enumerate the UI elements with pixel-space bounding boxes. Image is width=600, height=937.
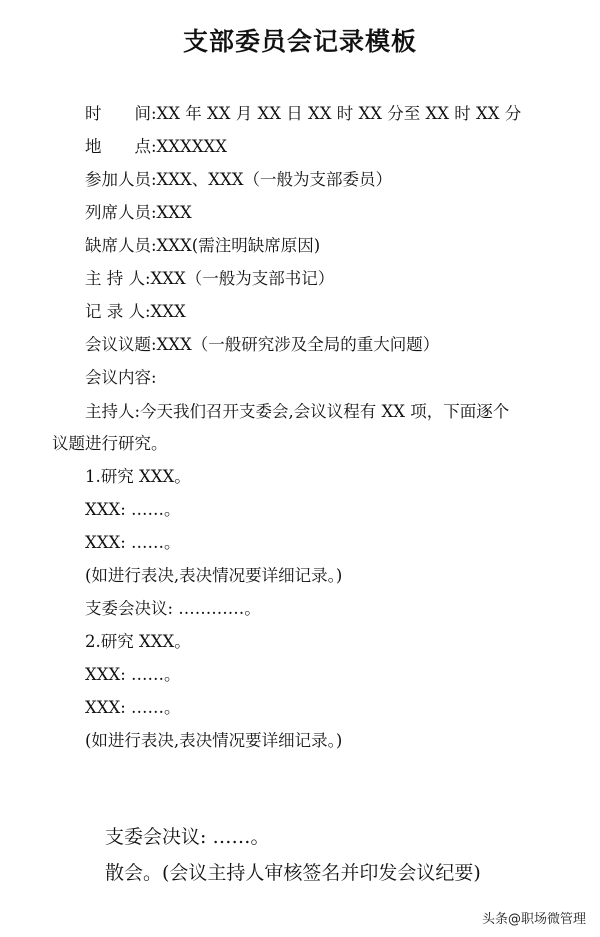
field-place: 地 点:XXXXXX [85,137,228,156]
document-title: 支部委员会记录模板 [182,27,417,56]
field-absentees: 缺席人员:XXX(需注明缺席原因) [85,236,321,255]
field-recorder: 记 录 人:XXX [85,302,186,321]
field-observers: 列席人员:XXX [85,203,192,222]
item2-title: 2.研究 XXX。 [85,632,191,651]
field-attendees: 参加人员:XXX、XXX（一般为支部委员） [85,170,393,189]
item2-speaker-1: XXX: ……。 [85,665,181,684]
watermark [482,908,586,927]
item2-note: (如进行表决,表决情况要详细记录。) [85,731,343,750]
item1-note: (如进行表决,表决情况要详细记录。) [85,566,343,585]
field-content-label: 会议内容: [85,368,157,387]
item1-speaker-1: XXX: ……。 [85,500,181,519]
field-host: 主 持 人:XXX（一般为支部书记） [85,269,335,288]
intro-line-2: 议题进行研究。 [52,434,168,453]
watermark-text: 头条@职场微管理 [481,912,586,927]
item1-speaker-2: XXX: ……。 [85,533,181,552]
field-topics: 会议议题:XXX（一般研究涉及全局的重大问题） [85,335,440,354]
item1-title: 1.研究 XXX。 [85,467,191,486]
closing-resolution: 支委会决议: ……。 [105,826,270,848]
item1-resolution: 支委会决议: …………。 [85,599,261,618]
field-time: 时 间:XX 年 XX 月 XX 日 XX 时 XX 分至 XX 时 XX 分 [85,104,522,123]
closing-adjourn: 散会。(会议主持人审核签名并印发会议纪要) [105,862,481,884]
item2-speaker-2: XXX: ……。 [85,698,181,717]
intro-line-1: 主持人:今天我们召开支委会,会议议程有 XX 项，下面逐个 [85,402,510,421]
